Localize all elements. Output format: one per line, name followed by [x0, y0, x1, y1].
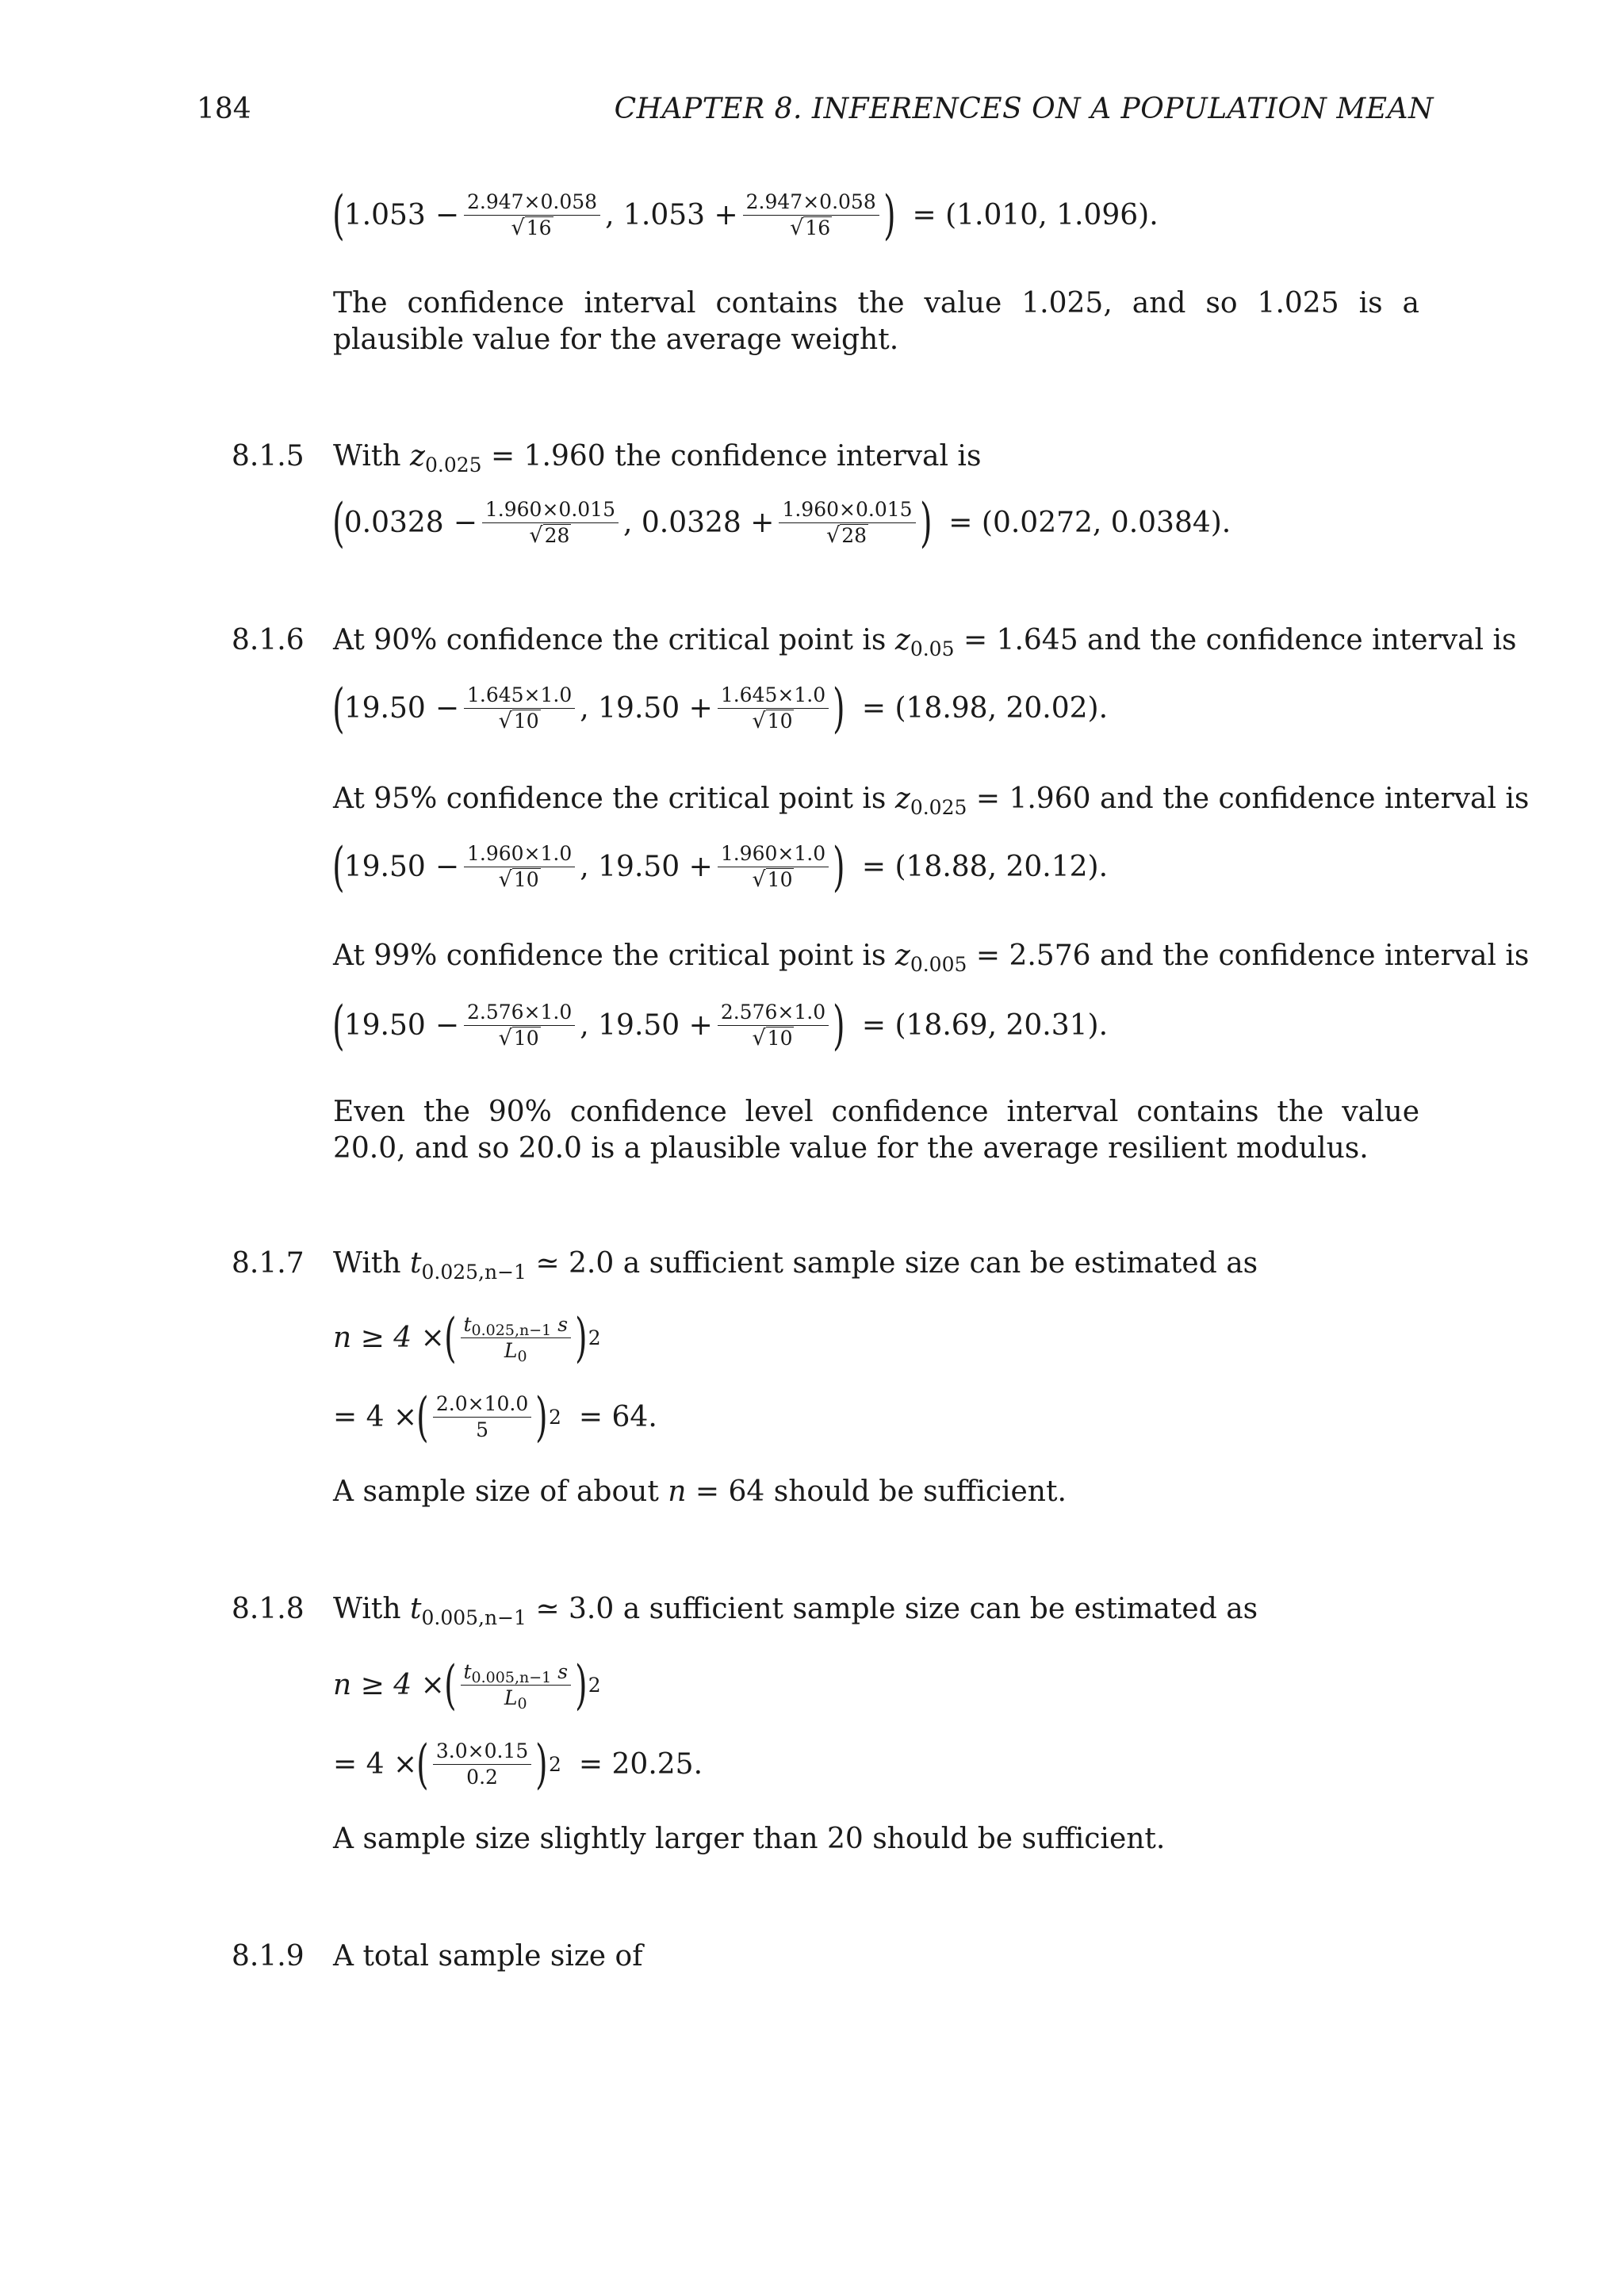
problem-text: At 95% confidence the critical point is $z_{0.025} = 1.960$ and the confidence interval is — [333, 783, 1530, 819]
interval-equation: ( 19.50 − 1.645×1.0 √ 10 , 19.50 + 1.645×1.0 √ 10 ) = (18.98, 20.02). — [332, 677, 1109, 739]
fraction: 1.960×1.0 √ 10 — [718, 842, 829, 892]
chapter-title: CHAPTER 8. INFERENCES ON A POPULATION MEAN — [614, 93, 1434, 125]
fraction: 2.576×1.0 √ 10 — [718, 1001, 829, 1050]
fraction: 2.576×1.0 √ 10 — [464, 1001, 575, 1050]
problem-text: At 99% confidence the critical point is $z_{0.005} = 2.576$ and the confidence interval is — [333, 939, 1530, 976]
problem-number: 8.1.9 — [232, 1940, 304, 1973]
problem-number: 8.1.6 — [232, 624, 304, 656]
problem-number: 8.1.8 — [232, 1593, 304, 1625]
fraction: 2.947×0.058 √ 16 — [464, 190, 600, 240]
fraction: 2.947×0.058 √ 16 — [743, 190, 879, 240]
fraction: 1.960×1.0 √ 10 — [464, 842, 575, 892]
carryover-text: The confidence interval contains the value 1.025, and so 1.025 is a plausible value for the average weight. — [333, 287, 1419, 356]
sample-size-equation: = 4 × ( $\frac{3.0\times 0.15}{0.2}$ ) 2 = 20.25. — [333, 1733, 703, 1795]
problem-conclusion: Even the 90% confidence level confidence interval contains the value 20.0, and so 20.0 is a plausible value for the average resilient modulus. — [333, 1096, 1419, 1165]
problem-conclusion: A sample size slightly larger than 20 should be sufficient. — [333, 1823, 1166, 1855]
problem-intro: With $t_{0.025,n-1}$ ≃ 2.0 a sufficient sample size can be estimated as — [333, 1247, 1258, 1284]
fraction: 1.960×0.015 √ 28 — [779, 498, 915, 548]
interval-equation: ( 19.50 − 2.576×1.0 √ 10 , 19.50 + 2.576×1.0 √ 10 ) = (18.69, 20.31). — [332, 994, 1109, 1056]
problem-number: 8.1.7 — [232, 1247, 304, 1280]
problem-intro: A total sample size of — [333, 1940, 643, 1973]
fraction: 1.645×1.0 √ 10 — [464, 683, 575, 733]
sample-size-inequality: n ≥ 4 × ( $\frac{t_{0.005,n-1} s}{L_0}$ ) 2 — [333, 1654, 601, 1716]
problem-conclusion: A sample size of about n = 64 should be sufficient. — [333, 1475, 1067, 1508]
carryover-equation: ( 1.053 − 2.947×0.058 √ 16 , 1.053 + 2.947×0.058 √ 16 ) = (1.010, 1.096). — [332, 184, 1159, 246]
problem-intro: At 90% confidence the critical point is $z_{0.05} = 1.645$ and the confidence interval is — [333, 624, 1517, 660]
page-number: 184 — [197, 93, 251, 125]
sample-size-inequality: n ≥ 4 × ( $\frac{t_{0.025,n-1} s}{L_0}$ ) 2 — [333, 1307, 601, 1368]
fraction: $\frac{2.0\times 10.0}{5}$ — [433, 1392, 531, 1442]
problem-number: 8.1.5 — [232, 440, 304, 473]
fraction: $\frac{t_{0.005,n-1} s}{L_0}$ — [461, 1660, 572, 1710]
fraction: 1.960×0.015 √ 28 — [482, 498, 619, 548]
fraction: $\frac{t_{0.025,n-1} s}{L_0}$ — [461, 1313, 572, 1363]
interval-equation: ( 0.0328 − 1.960×0.015 √ 28 , 0.0328 + 1.960×0.015 √ 28 ) = (0.0272, 0.0384). — [332, 492, 1231, 553]
problem-intro: With $z_{0.025} = 1.960$ the confidence interval is — [333, 440, 982, 476]
fraction: 1.645×1.0 √ 10 — [718, 683, 829, 733]
interval-equation: ( 19.50 − 1.960×1.0 √ 10 , 19.50 + 1.960×1.0 √ 10 ) = (18.88, 20.12). — [332, 836, 1109, 897]
problem-intro: With $t_{0.005,n-1}$ ≃ 3.0 a sufficient sample size can be estimated as — [333, 1593, 1258, 1629]
sample-size-equation: = 4 × ( $\frac{2.0\times 10.0}{5}$ ) 2 = 64. — [333, 1386, 657, 1448]
fraction: $\frac{3.0\times 0.15}{0.2}$ — [433, 1739, 531, 1789]
